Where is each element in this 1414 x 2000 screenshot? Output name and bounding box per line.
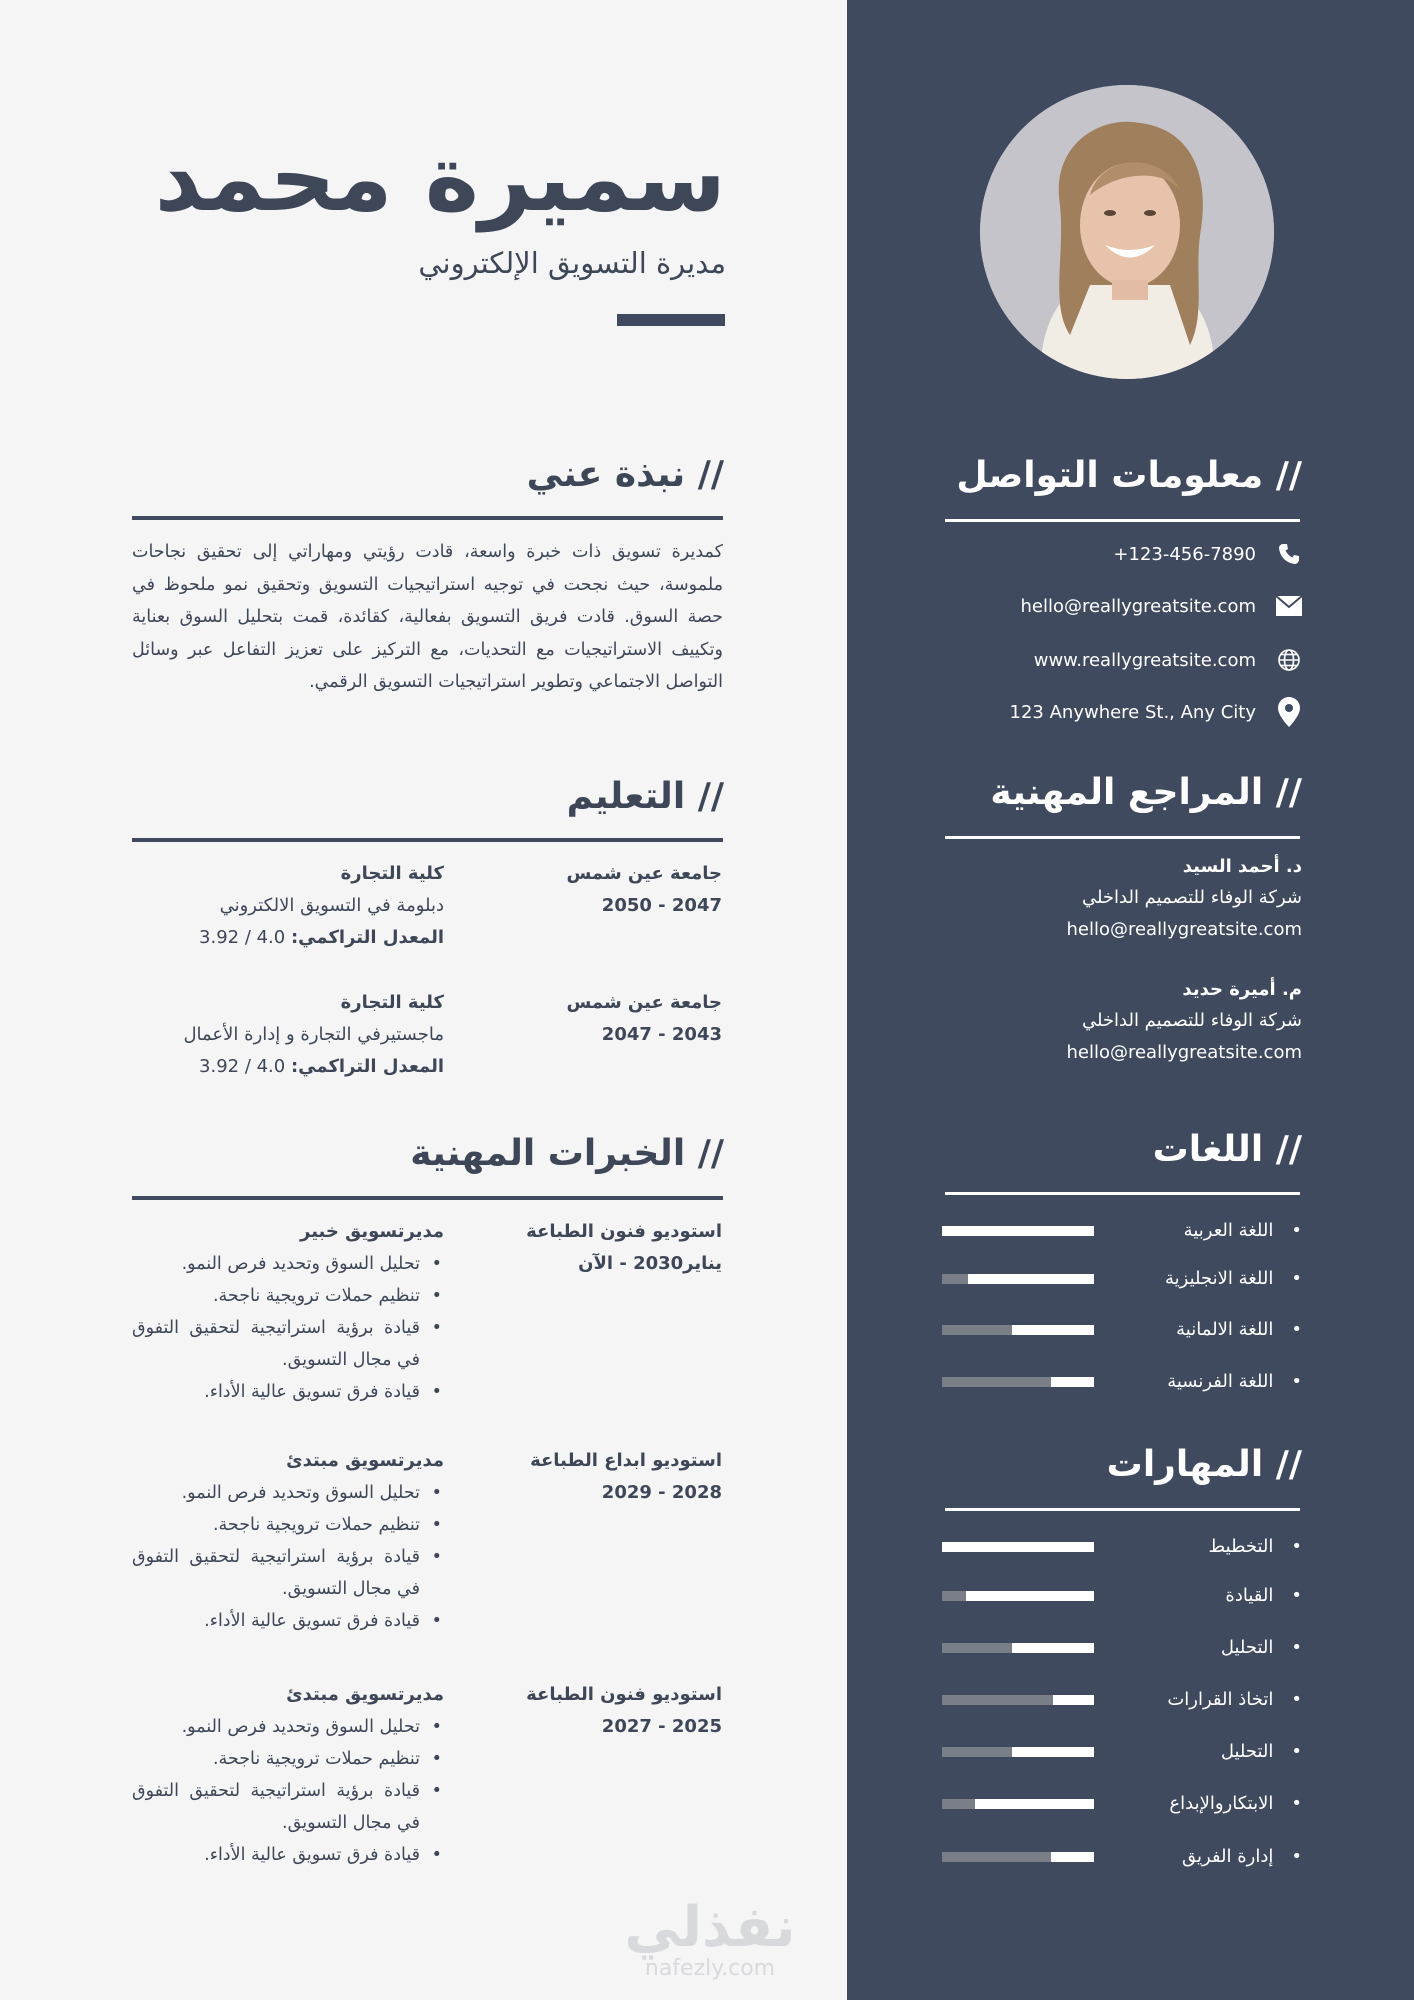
experience-bullets [132,1711,444,1871]
skill-item [942,1737,1302,1767]
language-item [942,1367,1302,1397]
experience-item-1-right [132,1216,444,1408]
experience-bullet: • قيادة برؤية استراتيجية لتحقيق التفوق في مجال التسويق. [132,1312,444,1376]
skill-level-bar [942,1747,1094,1757]
experience-section-title: // الخبرات المهنية [410,1133,724,1174]
experience-company: استوديو ابداع الطباعة [530,1450,722,1471]
language-level-bar [942,1325,1094,1335]
languages-divider [945,1192,1300,1195]
education-item-1-left [482,858,722,922]
education-university: جامعة عين شمس [566,863,722,884]
contact-email[interactable]: hello@reallygreatsite.com [1020,595,1256,617]
skills-divider [945,1508,1300,1511]
language-level-bar [942,1274,1094,1284]
experience-period: 2027 - 2025 [601,1716,722,1737]
references-section-title: // المراجع المهنية [990,772,1302,813]
skill-level-bar [942,1643,1094,1653]
skill-level-bar [942,1591,1094,1601]
experience-bullets [132,1477,444,1637]
contact-divider [945,519,1300,522]
education-gpa-value: 3.92 / 4.0 [199,1056,286,1077]
experience-company: استوديو فنون الطباعة [526,1221,722,1242]
skill-name: • التحليل [1221,1633,1302,1663]
contact-address: 123 Anywhere St., Any City [1009,701,1256,723]
experience-bullet: • تنظيم حملات ترويجية ناجحة. [132,1280,444,1312]
reference-email[interactable]: hello@reallygreatsite.com [1066,1042,1302,1063]
education-years: 2047 - 2043 [601,1024,722,1045]
education-item-2-right [144,987,444,1083]
title-accent-bar [617,314,725,326]
skill-level-bar [942,1799,1094,1809]
language-name: • اللغة الانجليزية [1165,1264,1302,1294]
language-item [942,1264,1302,1294]
education-years: 2050 - 2047 [601,895,722,916]
experience-bullet: • تنظيم حملات ترويجية ناجحة. [132,1509,444,1541]
skill-name: • التحليل [1221,1737,1302,1767]
skill-item [942,1581,1302,1611]
about-divider [132,516,723,520]
globe-icon [1276,647,1302,673]
experience-period: 2029 - 2028 [601,1482,722,1503]
watermark-url: nafezly.com [644,1956,776,1981]
skill-name: • القيادة [1225,1581,1302,1611]
education-faculty: كلية التجارة [340,992,444,1013]
experience-role: مديرتسويق خبير [300,1221,444,1242]
experience-bullet: • تحليل السوق وتحديد فرص النمو. [132,1711,444,1743]
education-item-2-left [482,987,722,1051]
education-faculty: كلية التجارة [340,863,444,884]
skill-name: • إدارة الفريق [1182,1842,1302,1872]
language-level-bar [942,1226,1094,1236]
watermark-text: نفذلي [624,1895,796,1960]
reference-company: شركة الوفاء للتصميم الداخلي [1081,887,1302,908]
skill-item [942,1633,1302,1663]
contact-address-row [947,692,1302,732]
experience-period: يناير2030 - الآن [578,1253,722,1274]
experience-bullet: • قيادة برؤية استراتيجية لتحقيق التفوق في مجال التسويق. [132,1775,444,1839]
skills-section-title: // المهارات [1106,1444,1302,1485]
reference-name: د. أحمد السيد [1182,856,1302,877]
contact-phone[interactable]: +123-456-7890 [1113,543,1256,565]
sidebar [847,0,1414,2000]
education-degree: ماجستيرفي التجارة و إدارة الأعمال [183,1024,444,1045]
skill-level-bar [942,1695,1094,1705]
language-name: • اللغة العربية [1184,1216,1302,1246]
contact-website[interactable]: www.reallygreatsite.com [1033,649,1256,671]
experience-item-2-left [482,1445,722,1509]
location-pin-icon [1276,699,1302,725]
experience-company: استوديو فنون الطباعة [526,1684,722,1705]
education-item-1-right [144,858,444,954]
language-name: • اللغة الفرنسية [1167,1367,1302,1397]
experience-bullet: • تحليل السوق وتحديد فرص النمو. [132,1248,444,1280]
skill-name: • الابتكاروالإبداع [1169,1789,1302,1819]
job-title: مديرة التسويق الإلكتروني [418,246,726,280]
language-item [942,1315,1302,1345]
skill-level-empty [942,1591,966,1601]
education-gpa-label: المعدل التراكمي: [290,927,444,948]
skill-level-bar [942,1542,1094,1552]
experience-item-3-right [132,1679,444,1871]
contact-phone-row [947,534,1302,574]
education-section-title: // التعليم [566,776,724,817]
language-level-bar [942,1377,1094,1387]
education-divider [132,838,723,842]
experience-bullet: • قيادة فرق تسويق عالية الأداء. [132,1376,444,1408]
education-gpa-label: المعدل التراكمي: [290,1056,444,1077]
watermark-logo [620,1895,800,1982]
language-level-empty [942,1377,1051,1387]
skill-name: • اتخاذ القرارات [1167,1685,1302,1715]
skill-level-empty [942,1852,1051,1862]
languages-section-title: // اللغات [1152,1129,1302,1170]
skill-item [942,1685,1302,1715]
language-level-empty [942,1274,968,1284]
reference-2 [942,975,1302,1069]
experience-divider [132,1196,723,1200]
education-university: جامعة عين شمس [566,992,722,1013]
experience-bullet: • قيادة برؤية استراتيجية لتحقيق التفوق في مجال التسويق. [132,1541,444,1605]
skill-item [942,1789,1302,1819]
skill-name: • التخطيط [1209,1532,1302,1562]
reference-name: م. أميرة حديد [1182,979,1302,1000]
contact-website-row [947,640,1302,680]
skill-level-empty [942,1799,975,1809]
experience-bullet: • قيادة فرق تسويق عالية الأداء. [132,1839,444,1871]
references-divider [945,836,1300,839]
language-name: • اللغة الالمانية [1176,1315,1302,1345]
education-gpa-value: 3.92 / 4.0 [199,927,286,948]
skill-level-empty [942,1643,1012,1653]
skill-level-empty [942,1695,1053,1705]
experience-role: مديرتسويق مبتدئ [286,1684,444,1705]
experience-item-2-right [132,1445,444,1637]
language-level-empty [942,1325,1012,1335]
profile-photo-illustration [980,85,1274,379]
contact-email-row [947,586,1302,626]
experience-bullet: • قيادة فرق تسويق عالية الأداء. [132,1605,444,1637]
experience-item-1-left [482,1216,722,1280]
envelope-icon [1276,593,1302,619]
person-name: سميرة محمد [154,125,726,232]
reference-company: شركة الوفاء للتصميم الداخلي [1081,1010,1302,1031]
phone-icon [1276,541,1302,567]
experience-role: مديرتسويق مبتدئ [286,1450,444,1471]
reference-email[interactable]: hello@reallygreatsite.com [1066,919,1302,940]
about-section-title: // نبذة عني [526,454,724,495]
experience-item-3-left [482,1679,722,1743]
contact-section-title: // معلومات التواصل [956,455,1302,496]
profile-photo [980,85,1274,379]
skill-level-empty [942,1747,1012,1757]
reference-1 [942,852,1302,946]
skill-item [942,1842,1302,1872]
skill-item [942,1532,1302,1562]
skill-level-bar [942,1852,1094,1862]
experience-bullet: • تنظيم حملات ترويجية ناجحة. [132,1743,444,1775]
experience-bullet: • تحليل السوق وتحديد فرص النمو. [132,1477,444,1509]
about-text: كمديرة تسويق ذات خبرة واسعة، قادت رؤيتي ومهاراتي إلى تحقيق نجاحات ملموسة، حيث نجحت في توجيه استراتيجيات التسويق وتحقيق نمو ملحوظ في حصة السوق. قادت فريق التسويق بفعالية، كقائدة، قمت بتحليل السوق بعناية وتكييف الاستراتيجيات مع التحديات، مع التركيز على تعزيز التفاعل عبر وسائل التواصل الاجتماعي وتطوير استراتيجيات التسويق الرقمي. [132,542,723,692]
education-degree: دبلومة في التسويق الالكتروني [219,895,444,916]
language-item [942,1216,1302,1246]
experience-bullets [132,1248,444,1408]
